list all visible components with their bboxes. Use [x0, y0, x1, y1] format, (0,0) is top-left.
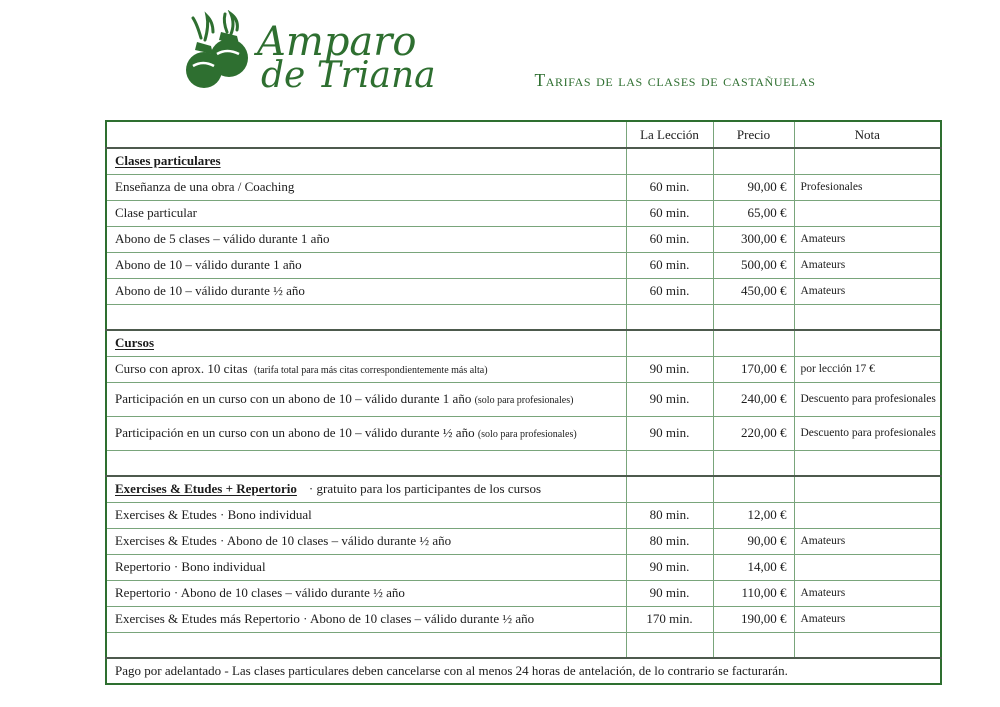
footer-row — [106, 658, 941, 684]
desc-cell: Exercises & Etudes más Repertorio · Abono de 10 clases – válido durante ½ año — [106, 606, 626, 632]
price-cell: 90,00 € — [713, 528, 794, 554]
table-row — [106, 200, 941, 226]
logo-line1: Amparo — [257, 19, 417, 65]
table-row — [106, 382, 941, 416]
desc-cell: Exercises & Etudes · Bono individual — [106, 502, 626, 528]
lesson-cell: 90 min. — [626, 356, 713, 382]
desc-cell: Participación en un curso con un abono de 10 – válido durante ½ año (solo para profesionales) — [106, 416, 626, 450]
note-cell: Amateurs — [794, 226, 941, 252]
payment-note: Pago por adelantado - Las clases particulares deben cancelarse con al menos 24 horas de antelación, de lo contrario se facturarán. — [106, 658, 941, 684]
price-cell: 240,00 € — [713, 382, 794, 416]
desc-cell: Enseñanza de una obra / Coaching — [106, 174, 626, 200]
price-cell: 170,00 € — [713, 356, 794, 382]
desc-small-note: (solo para profesionales) — [474, 395, 574, 406]
price-cell: 12,00 € — [713, 502, 794, 528]
note-cell — [794, 200, 941, 226]
section-heading-row — [106, 330, 941, 356]
note-cell: Descuento para profesionales — [794, 382, 941, 416]
desc-cell: Abono de 10 – válido durante ½ año — [106, 278, 626, 304]
price-cell: 500,00 € — [713, 252, 794, 278]
desc-cell: Curso con aprox. 10 citas (tarifa total para más citas correspondientemente más alta) — [106, 356, 626, 382]
desc-cell: Repertorio · Abono de 10 clases – válido durante ½ año — [106, 580, 626, 606]
logo-text — [257, 19, 436, 96]
table-row — [106, 580, 941, 606]
table-row — [106, 174, 941, 200]
price-cell: 220,00 € — [713, 416, 794, 450]
table-row — [106, 356, 941, 382]
desc-cell: Clase particular — [106, 200, 626, 226]
page-title: Tarifas de las clases de castañuelas — [534, 70, 816, 90]
logo — [183, 10, 436, 106]
lesson-cell: 90 min. — [626, 382, 713, 416]
spacer-row — [106, 450, 941, 476]
table-row — [106, 554, 941, 580]
lesson-cell: 60 min. — [626, 252, 713, 278]
note-cell: Amateurs — [794, 278, 941, 304]
lesson-cell: 80 min. — [626, 528, 713, 554]
lesson-cell: 60 min. — [626, 174, 713, 200]
desc-small-note: (tarifa total para más citas correspondientemente más alta) — [254, 365, 488, 376]
note-cell — [794, 554, 941, 580]
section-heading: Exercises & Etudes + Repertorio — [115, 481, 297, 497]
desc-cell: Abono de 5 clases – válido durante 1 año — [106, 226, 626, 252]
price-cell: 65,00 € — [713, 200, 794, 226]
lesson-cell: 90 min. — [626, 580, 713, 606]
note-cell: Profesionales — [794, 174, 941, 200]
note-cell: Descuento para profesionales — [794, 416, 941, 450]
price-cell: 300,00 € — [713, 226, 794, 252]
table-row — [106, 416, 941, 450]
table-row — [106, 502, 941, 528]
table-row — [106, 278, 941, 304]
note-cell: Amateurs — [794, 252, 941, 278]
desc-cell: Participación en un curso con un abono de 10 – válido durante 1 año (solo para profesionales) — [106, 382, 626, 416]
table-row — [106, 606, 941, 632]
logo-line2: de Triana — [261, 55, 436, 96]
note-cell: Amateurs — [794, 606, 941, 632]
header-note: Nota — [794, 121, 941, 148]
price-cell: 450,00 € — [713, 278, 794, 304]
lesson-cell: 80 min. — [626, 502, 713, 528]
price-table — [105, 120, 942, 685]
table-header-row — [106, 121, 941, 148]
price-table-container — [105, 120, 942, 685]
lesson-cell: 90 min. — [626, 554, 713, 580]
price-cell: 14,00 € — [713, 554, 794, 580]
section-heading-suffix: · gratuito para los participantes de los cursos — [308, 481, 542, 497]
note-cell: Amateurs — [794, 580, 941, 606]
spacer-row — [106, 304, 941, 330]
price-cell: 110,00 € — [713, 580, 794, 606]
table-row — [106, 252, 941, 278]
desc-small-note: (solo para profesionales) — [477, 429, 577, 440]
desc-cell: Abono de 10 – válido durante 1 año — [106, 252, 626, 278]
price-cell: 190,00 € — [713, 606, 794, 632]
header-price: Precio — [713, 121, 794, 148]
lesson-cell: 90 min. — [626, 416, 713, 450]
lesson-cell: 170 min. — [626, 606, 713, 632]
note-cell: por lección 17 € — [794, 356, 941, 382]
spacer-row — [106, 632, 941, 658]
price-cell: 90,00 € — [713, 174, 794, 200]
section-heading: Cursos — [115, 335, 155, 351]
lesson-cell: 60 min. — [626, 200, 713, 226]
lesson-cell: 60 min. — [626, 278, 713, 304]
desc-cell: Exercises & Etudes · Abono de 10 clases – válido durante ½ año — [106, 528, 626, 554]
castanets-icon — [183, 10, 255, 106]
section-heading-row — [106, 476, 941, 502]
header-lesson: La Lección — [626, 121, 713, 148]
lesson-cell: 60 min. — [626, 226, 713, 252]
desc-cell: Repertorio · Bono individual — [106, 554, 626, 580]
note-cell: Amateurs — [794, 528, 941, 554]
header-empty — [106, 121, 626, 148]
table-row — [106, 226, 941, 252]
note-cell — [794, 502, 941, 528]
section-heading: Clases particulares — [115, 153, 221, 169]
section-heading-row — [106, 148, 941, 174]
table-row — [106, 528, 941, 554]
